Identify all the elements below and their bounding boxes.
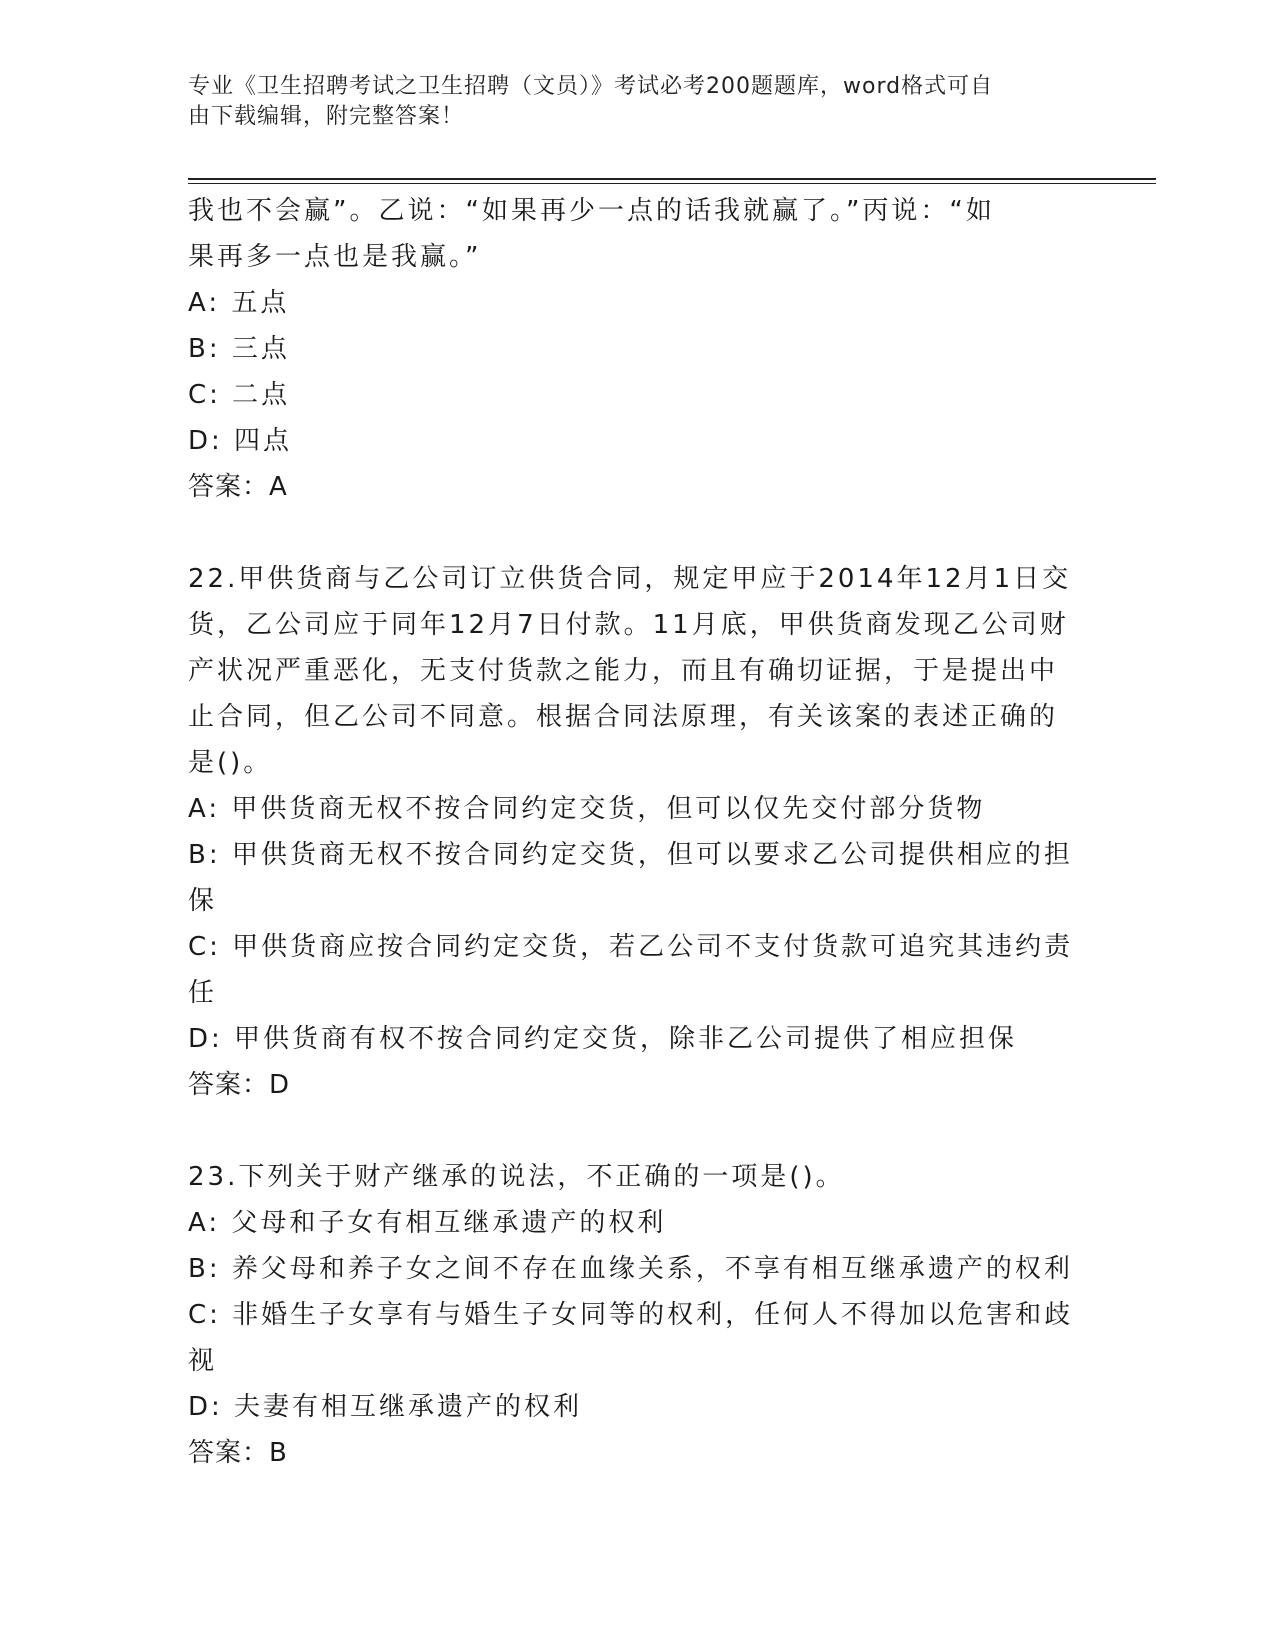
spacer — [188, 1108, 1088, 1154]
option-d: D: 四点 — [188, 426, 293, 456]
option-c-continued: 视 — [188, 1346, 218, 1376]
question-text-line: 23.下列关于财产继承的说法，不正确的一项是()。 — [188, 1162, 845, 1192]
option-a: A: 甲供货商无权不按合同约定交货，但可以仅先交付部分货物 — [188, 794, 986, 824]
option-a: A: 五点 — [188, 288, 290, 318]
answer-line: 答案：A — [188, 472, 288, 502]
header-line-1: 专业《卫生招聘考试之卫生招聘（文员）》考试必考200题题库，word格式可自 — [188, 74, 994, 99]
question-23 — [188, 1154, 1088, 1476]
question-text-line: 是()。 — [188, 748, 273, 778]
document-body — [188, 188, 1088, 1476]
option-c: C: 二点 — [188, 380, 291, 410]
question-21 — [188, 188, 1088, 510]
question-22 — [188, 556, 1088, 1108]
option-c: C: 甲供货商应按合同约定交货，若乙公司不支付货款可追究其违约责 — [188, 932, 1074, 962]
answer-line: 答案：B — [188, 1438, 288, 1468]
option-b: B: 养父母和养子女之间不存在血缘关系，不享有相互继承遗产的权利 — [188, 1254, 1073, 1284]
question-text-line: 我也不会赢”。乙说：“如果再少一点的话我就赢了。”丙说：“如 — [188, 196, 995, 226]
option-b: B: 三点 — [188, 334, 290, 364]
header-line-2: 由下载编辑，附完整答案！ — [188, 104, 465, 129]
option-d: D: 夫妻有相互继承遗产的权利 — [188, 1392, 583, 1422]
option-d: D: 甲供货商有权不按合同约定交货，除非乙公司提供了相应担保 — [188, 1024, 1018, 1054]
header-divider-thick — [188, 178, 1156, 180]
question-text-line: 果再多一点也是我赢。” — [188, 242, 482, 272]
question-text-line: 货，乙公司应于同年12月7日付款。11月底，甲供货商发现乙公司财 — [188, 610, 1069, 640]
option-c-continued: 任 — [188, 978, 218, 1008]
option-b-continued: 保 — [188, 886, 218, 916]
question-text-line: 22.甲供货商与乙公司订立供货合同，规定甲应于2014年12月1日交 — [188, 564, 1072, 594]
question-text-line: 产状况严重恶化，无支付货款之能力，而且有确切证据，于是提出中 — [188, 656, 1059, 686]
spacer — [188, 510, 1088, 556]
answer-line: 答案：D — [188, 1070, 291, 1100]
question-text-line: 止合同，但乙公司不同意。根据合同法原理，有关该案的表述正确的 — [188, 702, 1059, 732]
option-b: B: 甲供货商无权不按合同约定交货，但可以要求乙公司提供相应的担 — [188, 840, 1073, 870]
option-a: A: 父母和子女有相互继承遗产的权利 — [188, 1208, 667, 1238]
page-header — [188, 72, 1088, 132]
header-divider-thin — [188, 183, 1156, 184]
option-c: C: 非婚生子女享有与婚生子女同等的权利，任何人不得加以危害和歧 — [188, 1300, 1074, 1330]
